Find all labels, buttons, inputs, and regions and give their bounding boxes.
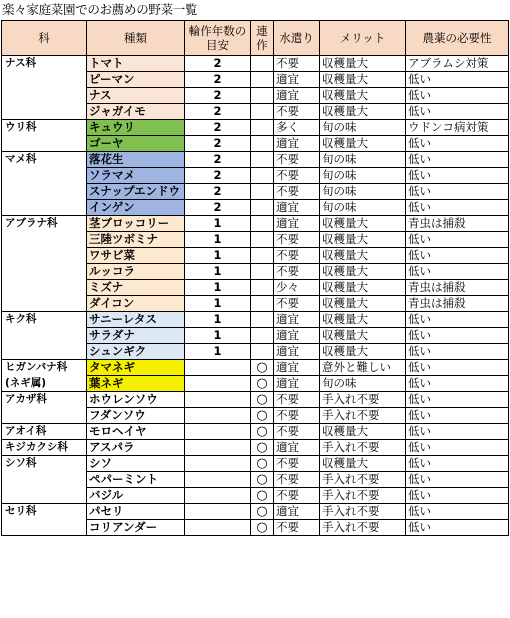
continuous-cropping-cell (251, 280, 274, 296)
rotation-years-cell: 2 (185, 104, 251, 120)
vegetable-name-cell: シュンギク (87, 344, 185, 360)
rotation-years-cell: 1 (185, 216, 251, 232)
rotation-years-cell: 2 (185, 72, 251, 88)
merit-cell: 収穫量大 (320, 88, 406, 104)
rotation-years-cell: 1 (185, 248, 251, 264)
merit-cell: 収穫量大 (320, 296, 406, 312)
pesticide-cell: 低い (406, 392, 509, 408)
vegetable-name-cell: ゴーヤ (87, 136, 185, 152)
vegetable-table (1, 20, 509, 536)
pesticide-cell: アブラムシ対策 (406, 56, 509, 72)
pesticide-cell: 低い (406, 376, 509, 392)
vegetable-name-cell: 葉ネギ (87, 376, 185, 392)
watering-cell: 不要 (274, 456, 320, 472)
rotation-years-cell (185, 440, 251, 456)
watering-cell: 適宜 (274, 360, 320, 376)
continuous-cropping-cell: ○ (251, 440, 274, 456)
header-merit: メリット (320, 21, 406, 56)
page-title: 楽々家庭菜園でのお薦めの野菜一覧 (2, 2, 198, 17)
table-row (2, 216, 509, 232)
vegetable-name-cell: バジル (87, 488, 185, 504)
pesticide-cell: 低い (406, 104, 509, 120)
rotation-years-cell (185, 488, 251, 504)
continuous-cropping-cell (251, 56, 274, 72)
family-cell: (ネギ属) (2, 376, 87, 392)
table-row (2, 56, 509, 72)
family-cell: アブラナ科 (2, 216, 87, 312)
merit-cell: 収穫量大 (320, 72, 406, 88)
rotation-years-cell: 2 (185, 200, 251, 216)
watering-cell: 適宜 (274, 344, 320, 360)
watering-cell: 不要 (274, 184, 320, 200)
watering-cell: 不要 (274, 472, 320, 488)
pesticide-cell: 低い (406, 184, 509, 200)
watering-cell: 適宜 (274, 312, 320, 328)
continuous-cropping-cell (251, 152, 274, 168)
watering-cell: 適宜 (274, 72, 320, 88)
vegetable-name-cell: モロヘイヤ (87, 424, 185, 440)
continuous-cropping-cell: ○ (251, 456, 274, 472)
header-rotation: 輪作年数の目安 (185, 21, 251, 56)
continuous-cropping-cell: ○ (251, 408, 274, 424)
family-cell: マメ科 (2, 152, 87, 216)
merit-cell: 収穫量大 (320, 136, 406, 152)
pesticide-cell: 低い (406, 504, 509, 520)
merit-cell: 旬の味 (320, 168, 406, 184)
pesticide-cell: 低い (406, 488, 509, 504)
rotation-years-cell: 1 (185, 344, 251, 360)
vegetable-name-cell: ダイコン (87, 296, 185, 312)
header-family: 科 (2, 21, 87, 56)
vegetable-name-cell: 茎ブロッコリー (87, 216, 185, 232)
merit-cell: 収穫量大 (320, 456, 406, 472)
vegetable-name-cell: ミズナ (87, 280, 185, 296)
continuous-cropping-cell (251, 248, 274, 264)
header-row (2, 21, 509, 56)
family-cell: キク科 (2, 312, 87, 360)
vegetable-name-cell: ワサビ菜 (87, 248, 185, 264)
rotation-years-cell: 2 (185, 56, 251, 72)
vegetable-name-cell: ピーマン (87, 72, 185, 88)
pesticide-cell: 低い (406, 88, 509, 104)
vegetable-name-cell: コリアンダー (87, 520, 185, 536)
watering-cell: 不要 (274, 168, 320, 184)
watering-cell: 適宜 (274, 88, 320, 104)
pesticide-cell: 低い (406, 152, 509, 168)
header-pesticide: 農薬の必要性 (406, 21, 509, 56)
vegetable-name-cell: サニーレタス (87, 312, 185, 328)
watering-cell: 適宜 (274, 216, 320, 232)
pesticide-cell: 青虫は捕殺 (406, 216, 509, 232)
continuous-cropping-cell (251, 312, 274, 328)
pesticide-cell: 低い (406, 408, 509, 424)
header-water: 水遣り (274, 21, 320, 56)
vegetable-name-cell: ソラマメ (87, 168, 185, 184)
pesticide-cell: 低い (406, 168, 509, 184)
continuous-cropping-cell: ○ (251, 376, 274, 392)
continuous-cropping-cell (251, 216, 274, 232)
pesticide-cell: 低い (406, 472, 509, 488)
watering-cell: 不要 (274, 296, 320, 312)
merit-cell: 旬の味 (320, 376, 406, 392)
vegetable-name-cell: シソ (87, 456, 185, 472)
pesticide-cell: ウドンコ病対策 (406, 120, 509, 136)
vegetable-name-cell: 落花生 (87, 152, 185, 168)
rotation-years-cell: 2 (185, 88, 251, 104)
merit-cell: 手入れ不要 (320, 488, 406, 504)
rotation-years-cell: 1 (185, 312, 251, 328)
rotation-years-cell: 2 (185, 152, 251, 168)
merit-cell: 収穫量大 (320, 280, 406, 296)
rotation-years-cell (185, 360, 251, 376)
table-row (2, 504, 509, 520)
rotation-years-cell (185, 520, 251, 536)
watering-cell: 不要 (274, 520, 320, 536)
continuous-cropping-cell (251, 344, 274, 360)
pesticide-cell: 低い (406, 72, 509, 88)
continuous-cropping-cell (251, 296, 274, 312)
pesticide-cell: 低い (406, 232, 509, 248)
merit-cell: 収穫量大 (320, 328, 406, 344)
vegetable-name-cell: サラダナ (87, 328, 185, 344)
watering-cell: 不要 (274, 104, 320, 120)
rotation-years-cell: 1 (185, 264, 251, 280)
merit-cell: 旬の味 (320, 152, 406, 168)
merit-cell: 手入れ不要 (320, 392, 406, 408)
merit-cell: 旬の味 (320, 120, 406, 136)
pesticide-cell: 低い (406, 328, 509, 344)
table-row (2, 376, 509, 392)
vegetable-name-cell: ホウレンソウ (87, 392, 185, 408)
rotation-years-cell: 1 (185, 328, 251, 344)
rotation-years-cell (185, 408, 251, 424)
watering-cell: 適宜 (274, 376, 320, 392)
rotation-years-cell (185, 424, 251, 440)
pesticide-cell: 低い (406, 248, 509, 264)
continuous-cropping-cell (251, 88, 274, 104)
rotation-years-cell (185, 504, 251, 520)
continuous-cropping-cell (251, 184, 274, 200)
watering-cell: 不要 (274, 248, 320, 264)
watering-cell: 適宜 (274, 136, 320, 152)
watering-cell: 不要 (274, 392, 320, 408)
header-kind: 種類 (87, 21, 185, 56)
pesticide-cell: 低い (406, 264, 509, 280)
rotation-years-cell: 1 (185, 232, 251, 248)
watering-cell: 多く (274, 120, 320, 136)
rotation-years-cell: 2 (185, 136, 251, 152)
continuous-cropping-cell: ○ (251, 360, 274, 376)
watering-cell: 少々 (274, 280, 320, 296)
rotation-years-cell: 2 (185, 168, 251, 184)
merit-cell: 収穫量大 (320, 424, 406, 440)
merit-cell: 意外と難しい (320, 360, 406, 376)
continuous-cropping-cell (251, 136, 274, 152)
vegetable-name-cell: ジャガイモ (87, 104, 185, 120)
merit-cell: 旬の味 (320, 184, 406, 200)
table-row (2, 120, 509, 136)
continuous-cropping-cell (251, 104, 274, 120)
vegetable-name-cell: 三陸ツボミナ (87, 232, 185, 248)
merit-cell: 旬の味 (320, 200, 406, 216)
merit-cell: 収穫量大 (320, 344, 406, 360)
watering-cell: 不要 (274, 152, 320, 168)
table-row (2, 360, 509, 376)
merit-cell: 手入れ不要 (320, 440, 406, 456)
continuous-cropping-cell: ○ (251, 520, 274, 536)
table-row (2, 456, 509, 472)
watering-cell: 不要 (274, 488, 320, 504)
continuous-cropping-cell (251, 200, 274, 216)
rotation-years-cell (185, 376, 251, 392)
pesticide-cell: 青虫は捕殺 (406, 280, 509, 296)
table-row (2, 424, 509, 440)
table-row (2, 152, 509, 168)
family-cell: キジカクシ科 (2, 440, 87, 456)
continuous-cropping-cell (251, 264, 274, 280)
table-row (2, 392, 509, 408)
pesticide-cell: 低い (406, 200, 509, 216)
continuous-cropping-cell: ○ (251, 488, 274, 504)
vegetable-name-cell: フダンソウ (87, 408, 185, 424)
continuous-cropping-cell (251, 232, 274, 248)
merit-cell: 収穫量大 (320, 104, 406, 120)
pesticide-cell: 低い (406, 520, 509, 536)
pesticide-cell: 低い (406, 456, 509, 472)
vegetable-name-cell: タマネギ (87, 360, 185, 376)
vegetable-name-cell: インゲン (87, 200, 185, 216)
watering-cell: 適宜 (274, 440, 320, 456)
pesticide-cell: 青虫は捕殺 (406, 296, 509, 312)
family-cell: アオイ科 (2, 424, 87, 440)
pesticide-cell: 低い (406, 344, 509, 360)
merit-cell: 手入れ不要 (320, 504, 406, 520)
table-row (2, 312, 509, 328)
watering-cell: 不要 (274, 56, 320, 72)
header-continuous: 連作 (251, 21, 274, 56)
watering-cell: 適宜 (274, 504, 320, 520)
rotation-years-cell: 1 (185, 280, 251, 296)
pesticide-cell: 低い (406, 136, 509, 152)
continuous-cropping-cell: ○ (251, 392, 274, 408)
merit-cell: 収穫量大 (320, 248, 406, 264)
pesticide-cell: 低い (406, 424, 509, 440)
family-cell: シソ科 (2, 456, 87, 504)
continuous-cropping-cell (251, 328, 274, 344)
family-cell: ウリ科 (2, 120, 87, 152)
rotation-years-cell: 2 (185, 184, 251, 200)
continuous-cropping-cell: ○ (251, 424, 274, 440)
rotation-years-cell (185, 472, 251, 488)
table-row (2, 440, 509, 456)
vegetable-name-cell: アスパラ (87, 440, 185, 456)
vegetable-name-cell: パセリ (87, 504, 185, 520)
vegetable-name-cell: スナップエンドウ (87, 184, 185, 200)
merit-cell: 手入れ不要 (320, 520, 406, 536)
continuous-cropping-cell: ○ (251, 472, 274, 488)
rotation-years-cell: 1 (185, 296, 251, 312)
watering-cell: 適宜 (274, 328, 320, 344)
rotation-years-cell (185, 392, 251, 408)
watering-cell: 不要 (274, 424, 320, 440)
merit-cell: 収穫量大 (320, 264, 406, 280)
pesticide-cell: 低い (406, 312, 509, 328)
family-cell: ナス科 (2, 56, 87, 120)
vegetable-name-cell: トマト (87, 56, 185, 72)
vegetable-name-cell: ペパーミント (87, 472, 185, 488)
pesticide-cell: 低い (406, 360, 509, 376)
rotation-years-cell (185, 456, 251, 472)
watering-cell: 適宜 (274, 200, 320, 216)
rotation-years-cell: 2 (185, 120, 251, 136)
continuous-cropping-cell (251, 120, 274, 136)
continuous-cropping-cell (251, 72, 274, 88)
watering-cell: 不要 (274, 232, 320, 248)
merit-cell: 収穫量大 (320, 56, 406, 72)
watering-cell: 不要 (274, 408, 320, 424)
family-cell: アカザ科 (2, 392, 87, 424)
merit-cell: 収穫量大 (320, 232, 406, 248)
vegetable-name-cell: ナス (87, 88, 185, 104)
merit-cell: 手入れ不要 (320, 472, 406, 488)
merit-cell: 収穫量大 (320, 312, 406, 328)
family-cell: セリ科 (2, 504, 87, 536)
merit-cell: 手入れ不要 (320, 408, 406, 424)
continuous-cropping-cell: ○ (251, 504, 274, 520)
vegetable-name-cell: ルッコラ (87, 264, 185, 280)
family-cell: ヒガンバナ科 (2, 360, 87, 376)
continuous-cropping-cell (251, 168, 274, 184)
vegetable-name-cell: キュウリ (87, 120, 185, 136)
merit-cell: 収穫量大 (320, 216, 406, 232)
watering-cell: 不要 (274, 264, 320, 280)
pesticide-cell: 低い (406, 440, 509, 456)
